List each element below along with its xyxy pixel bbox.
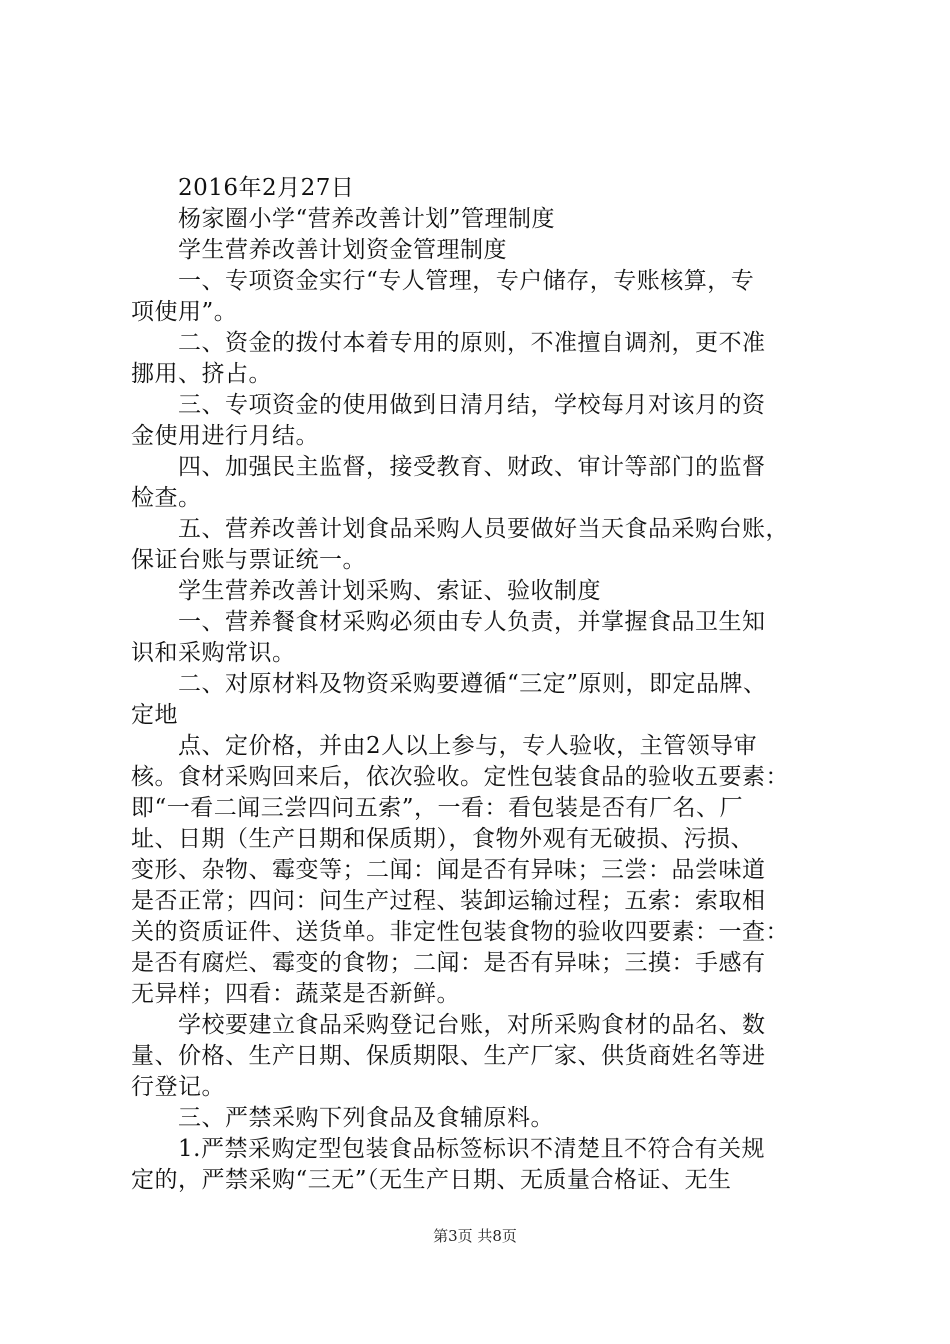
text-line: 学生营养改善计划采购、索证、验收制度 <box>131 578 601 604</box>
text-line: 关的资质证件、送货单。非定性包装食物的验收四要素：一查： <box>131 919 789 945</box>
text-line: 量、价格、生产日期、保质期限、生产厂家、供货商姓名等进 <box>131 1043 766 1069</box>
text-line: 项使用”。 <box>131 299 238 325</box>
text-line: 一、营养餐食材采购必须由专人负责，并掌握食品卫生知 <box>131 609 766 635</box>
text-line: 杨家圈小学“营养改善计划”管理制度 <box>131 206 556 232</box>
text-line: 变形、杂物、霉变等；二闻：闻是否有异味；三尝：品尝味道 <box>131 857 766 883</box>
text-line: 无异样；四看：蔬菜是否新鲜。 <box>131 981 460 1007</box>
text-line: 2016年2月27日 <box>131 175 355 201</box>
text-line: 址、日期（生产日期和保质期），食物外观有无破损、污损、 <box>131 826 754 852</box>
document-body <box>131 173 831 1196</box>
text-line: 四、加强民主监督，接受教育、财政、审计等部门的监督 <box>131 454 766 480</box>
text-line: 二、资金的拨付本着专用的原则，不准擅自调剂，更不准 <box>131 330 766 356</box>
text-line: 是否有腐烂、霉变的食物；二闻：是否有异味；三摸：手感有 <box>131 950 766 976</box>
text-line: 核。食材采购回来后，依次验收。定性包装食品的验收五要素： <box>131 764 789 790</box>
text-line: 1.严禁采购定型包装食品标签标识不清楚且不符合有关规 <box>131 1136 765 1162</box>
text-line: 点、定价格，并由2人以上参与，专人验收，主管领导审 <box>131 733 758 759</box>
text-line: 一、专项资金实行“专人管理，专户储存，专账核算，专 <box>131 268 755 294</box>
text-line: 学生营养改善计划资金管理制度 <box>131 237 507 263</box>
text-line: 检查。 <box>131 485 202 511</box>
text-line: 三、严禁采购下列食品及食辅原料。 <box>131 1105 554 1131</box>
text-line: 即“一看二闻三尝四问五索”，一看：看包装是否有厂名、厂 <box>131 795 744 821</box>
text-line: 金使用进行月结。 <box>131 423 319 449</box>
text-line: 挪用、挤占。 <box>131 361 272 387</box>
text-line: 保证台账与票证统一。 <box>131 547 366 573</box>
text-line: 学校要建立食品采购登记台账，对所采购食材的品名、数 <box>131 1012 766 1038</box>
page-footer: 第3页 共8页 <box>433 1227 517 1245</box>
text-line: 二、对原材料及物资采购要遵循“三定”原则，即定品牌、 <box>131 671 767 697</box>
text-line: 是否正常；四问：问生产过程、装卸运输过程；五索：索取相 <box>131 888 766 914</box>
text-line: 定地 <box>131 702 178 728</box>
text-line: 定的，严禁采购“三无”（无生产日期、无质量合格证、无生 <box>131 1167 732 1193</box>
text-line: 五、营养改善计划食品采购人员要做好当天食品采购台账， <box>131 516 789 542</box>
text-line: 识和采购常识。 <box>131 640 296 666</box>
text-line: 行登记。 <box>131 1074 225 1100</box>
text-line: 三、专项资金的使用做到日清月结，学校每月对该月的资 <box>131 392 766 418</box>
